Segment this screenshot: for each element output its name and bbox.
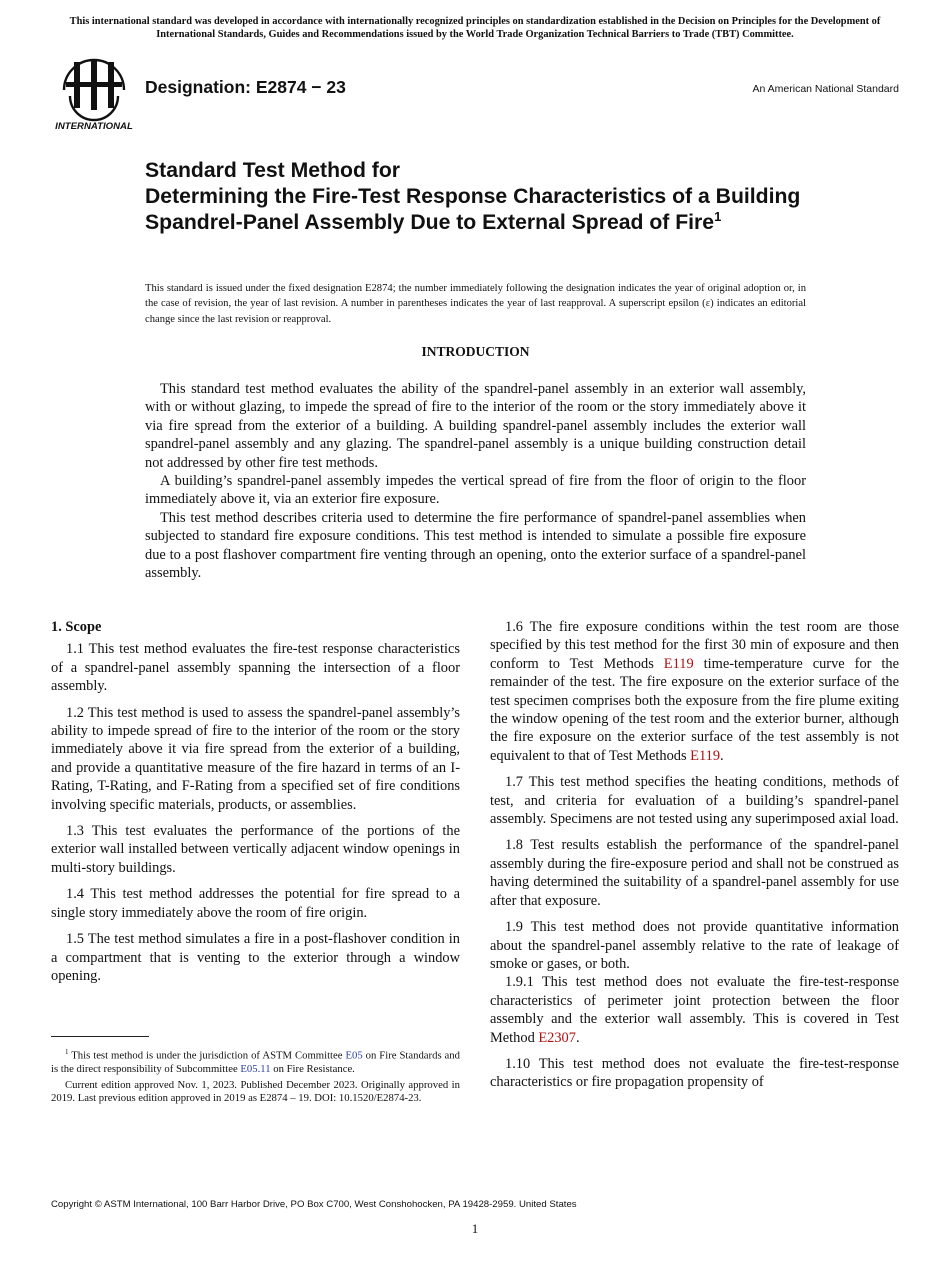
clause-1-9-1-text: . [575,1029,580,1046]
link-e05[interactable]: E05 [345,1049,363,1062]
left-column [51,618,460,993]
clause-1-6 [490,618,899,765]
issuance-note: This standard is issued under the fixed designation E2874; the number immediately following the designation indicates the year of original adoption or, in the case of revision, the year of last revision. A number in parentheses indicates the year of last reapproval. A superscript epsilon (ε) indicates an editorial change since the last revision or reapproval. [145,283,806,325]
title-main-text: Determining the Fire-Test Response Characteristics of a Building Spandrel-Panel Assembly Due to External Spread of Fire [145,185,801,235]
clause-1-1: 1.1 This test method evaluates the fire-test response characteristics of a spandrel-panel assembly spanning the intersection of a floor assembly. [51,641,460,695]
introduction-body [145,380,806,582]
title-main [145,184,825,236]
intro-paragraph: This test method describes criteria used to determine the fire performance of spandrel-panel assemblies when subjected to standard fire exposure conditions. This test method is intended to simulate a possible fire exposure due to a post flashover compartment fire venting through an opening, onto the exterior surface of a spandrel-panel assembly. [145,509,806,582]
page-number: 1 [471,1221,479,1236]
logo-wordmark: INTERNATIONAL [55,121,133,132]
footnote-1-text: on Fire Standards and is the direct responsibility of Subcommittee [51,1049,460,1075]
clause-1-3: 1.3 This test evaluates the performance of the portions of the exterior wall installed between vertically adjacent window openings in multi-story buildings. [51,823,460,876]
footnote-1-text: on Fire Resistance. [270,1062,355,1075]
footnote-1-mark: 1 [65,1048,69,1056]
clause-1-4: 1.4 This test method addresses the potential for fire spread to a single story immediately above the room of fire origin. [51,886,460,921]
wto-statement: This international standard was developed in accordance with internationally recognized principles on standardization established in the Decision on Principles for the Development of International Standards, Guides and Recommendations issued by the World Trade Organization Technical Barriers to Trade (TBT) Committee. [69,16,881,40]
footnote-1-text: This test method is under the jurisdiction of ASTM Committee [68,1049,346,1062]
right-column [490,618,899,1100]
document-title [145,158,825,237]
intro-paragraph: A building’s spandrel-panel assembly impedes the vertical spread of fire from the floor of origin to the floor immediately above it, via an exterior fire exposure. [145,473,806,508]
link-e2307[interactable]: E2307 [538,1029,576,1046]
section-heading-scope: 1. Scope [51,619,102,635]
clause-1-9-1 [490,973,899,1047]
clause-1-8: 1.8 Test results establish the performance of the spandrel-panel assembly during the fire-exposure period and shall not be construed as having determined the suitability of a spandrel-panel assembly for use after that exposure. [490,837,899,909]
clause-1-6-text: 1.6 The fire exposure conditions within the test room are those specified by this test method for the first 30 min of exposure and then conform to Test Methods [490,619,899,672]
clause-1-9: 1.9 This test method does not provide quantitative information about the spandrel-panel assembly relative to the rate of leakage of smoke or gases, or both. [490,919,899,972]
intro-paragraph: This standard test method evaluates the ability of the spandrel-panel assembly in an exterior wall assembly, with or without glazing, to impede the spread of fire to the interior of the room or the story immediately above it via fire spread from the exterior of a building. A building spandrel-panel assembly includes the exterior wall spandrel-panel assembly and any glazing. The spandrel-panel assembly is a unique building construction detail not addressed by other fire test methods. [145,381,806,471]
title-footnote-mark: 1 [714,209,722,225]
clause-1-9-1-text: 1.9.1 This test method does not evaluate the fire-test-response characteristics of perimeter joint protection between the floor assembly and the exterior wall assembly. This is covered in Test Method [490,974,899,1046]
designation: Designation: E2874 − 23 [145,77,346,97]
clause-1-2: 1.2 This test method is used to assess the spandrel-panel assembly’s ability to impede spread of fire to the interior of the room or the story immediately above it via fire spread from the exterior of a building, and provide a quantitative measure of the fire hazard in terms of an I-Rating, T-Rating, and F-Rating from a specified set of fire conditions involving specific materials, products, or assemblies. [51,704,460,813]
footnotes [51,1046,460,1108]
footnote-edition: Current edition approved Nov. 1, 2023. Published December 2023. Originally approved in 2019. Last previous edition approved in 2019 as E2874 – 19. DOI: 10.1520/E2874-23. [51,1078,460,1105]
clause-1-10: 1.10 This test method does not evaluate the fire-test-response characteristics or fire propagation propensity of [490,1055,899,1091]
introduction-heading: INTRODUCTION [421,344,530,359]
ans-label: An American National Standard [752,83,899,95]
link-e119[interactable]: E119 [663,655,694,672]
clause-1-5: 1.5 The test method simulates a fire in a post-flashover condition in a compartment that is venting to the exterior through a window opening. [51,931,460,984]
footnote-divider [51,1036,149,1037]
link-e119[interactable]: E119 [690,747,721,764]
copyright-line: Copyright © ASTM International, 100 Barr Harbor Drive, PO Box C700, West Conshohocken, PA 19428-2959. United States [51,1199,577,1210]
clause-1-7: 1.7 This test method specifies the heating conditions, methods of test, and criteria for evaluation of a building’s spandrel-panel assembly. Specimens are not tested using any superimposed axial load. [490,774,899,828]
astm-logo [52,56,136,132]
title-prefix: Standard Test Method for [145,159,401,182]
clause-1-6-text: time-temperature curve for the remainder of the test. The fire exposure on the exterior surface of the test specimen comprises both the exposure from the fire plume exiting the window opening of the test room and the exterior burner, although the fire exposure on the exterior surface of the test assembly is not equivalent to that of Test Methods [490,655,900,764]
footnote-1 [51,1046,460,1076]
link-e05-11[interactable]: E05.11 [240,1062,271,1075]
clause-1-6-text: . [720,747,724,764]
